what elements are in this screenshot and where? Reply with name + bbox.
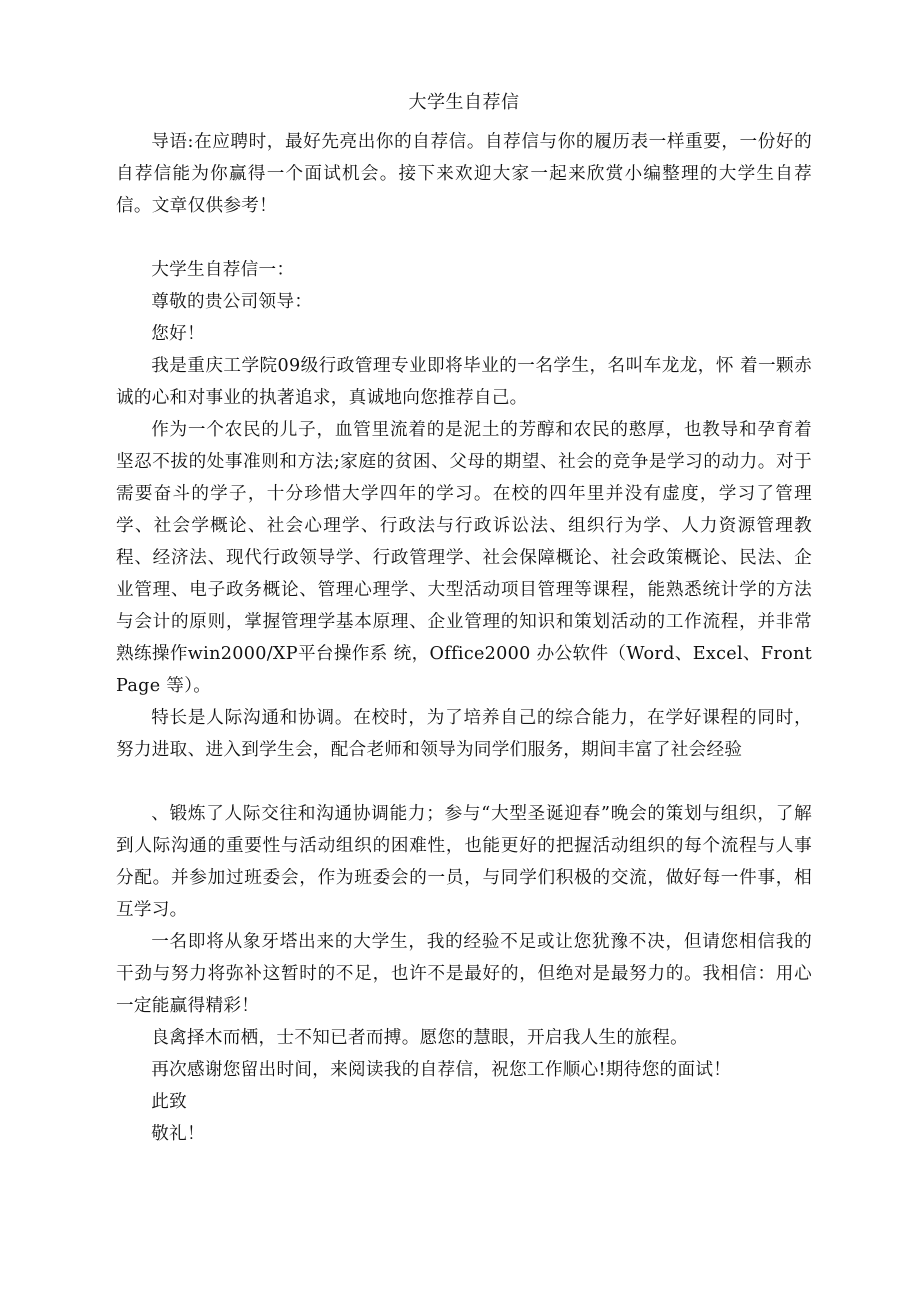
body-paragraph-strengths: 特长是人际沟通和协调。在校时，为了培养自己的综合能力，在学好课程的同时，努力进取、进入到学生会，配合老师和领导为同学们服务，期间丰富了社会经验 [116, 708, 812, 760]
letter-heading: 大学生自荐信一： [151, 260, 295, 280]
body-paragraph-education: 作为一个农民的儿子，血管里流着的是泥土的芳醇和农民的憨厚，也教导和孕育着坚忍不拔的处事准则和方法;家庭的贫困、父母的期望、社会的竞争是学习的动力。对于需要奋斗的学子，十分珍惜大学四年的学习。在校的四年里并没有虚度，学习了管理学、社会学概论、社会心理学、行政法与行政诉讼法、组织行为学、人力资源管理教程、经济法、现代行政领导学、行政管理学、社会保障概论、社会政策概论、民法、企业管理、电子政务概论、管理心理学、大型活动项目管理等课程，能熟悉统计学的方法与会计的原则，掌握管理学基本原理、企业管理的知识和策划活动的工作流程，并非常熟练操作win2000/XP平台操作系 统，Office2000 办公软件（Word、Excel、FrontPage 等）。 [116, 420, 812, 696]
document-page [116, 88, 812, 1150]
closing-thanks: 再次感谢您留出时间，来阅读我的自荐信，祝您工作顺心!期待您的面试！ [151, 1060, 732, 1080]
body-paragraph-hope: 良禽择木而栖，士不知已者而搏。愿您的慧眼，开启我人生的旅程。 [151, 1028, 689, 1048]
page-title: 大学生自荐信 [408, 92, 520, 113]
body-paragraph-experience: 、锻炼了人际交往和沟通协调能力；参与“大型圣诞迎春”晚会的策划与组织，了解到人际沟通的重要性与活动组织的困难性，也能更好的把握活动组织的每个流程与人事分配。并参加过班委会，作为班委会的一员，与同学们积极的交流，做好每一件事，相互学习。 [116, 804, 812, 920]
closing-jingli: 敬礼！ [151, 1124, 205, 1144]
blank-line [116, 222, 812, 254]
intro-paragraph: 导语:在应聘时，最好先亮出你的自荐信。自荐信与你的履历表一样重要，一份好的自荐信能为你赢得一个面试机会。接下来欢迎大家一起来欣赏小编整理的大学生自荐信。文章仅供参考！ [116, 132, 812, 216]
salutation: 尊敬的贵公司领导： [151, 292, 313, 312]
body-paragraph-commitment: 一名即将从象牙塔出来的大学生，我的经验不足或让您犹豫不决，但请您相信我的干劲与努力将弥补这暂时的不足，也许不是最好的，但绝对是最努力的。我相信：用心一定能赢得精彩！ [116, 932, 812, 1016]
body-paragraph-intro: 我是重庆工学院09级行政管理专业即将毕业的一名学生，名叫车龙龙，怀 着一颗赤诚的心和对事业的执著追求，真诚地向您推荐自己。 [116, 356, 812, 408]
greeting: 您好！ [151, 324, 205, 344]
closing-cizhi: 此致 [151, 1092, 187, 1112]
blank-line [116, 766, 812, 798]
